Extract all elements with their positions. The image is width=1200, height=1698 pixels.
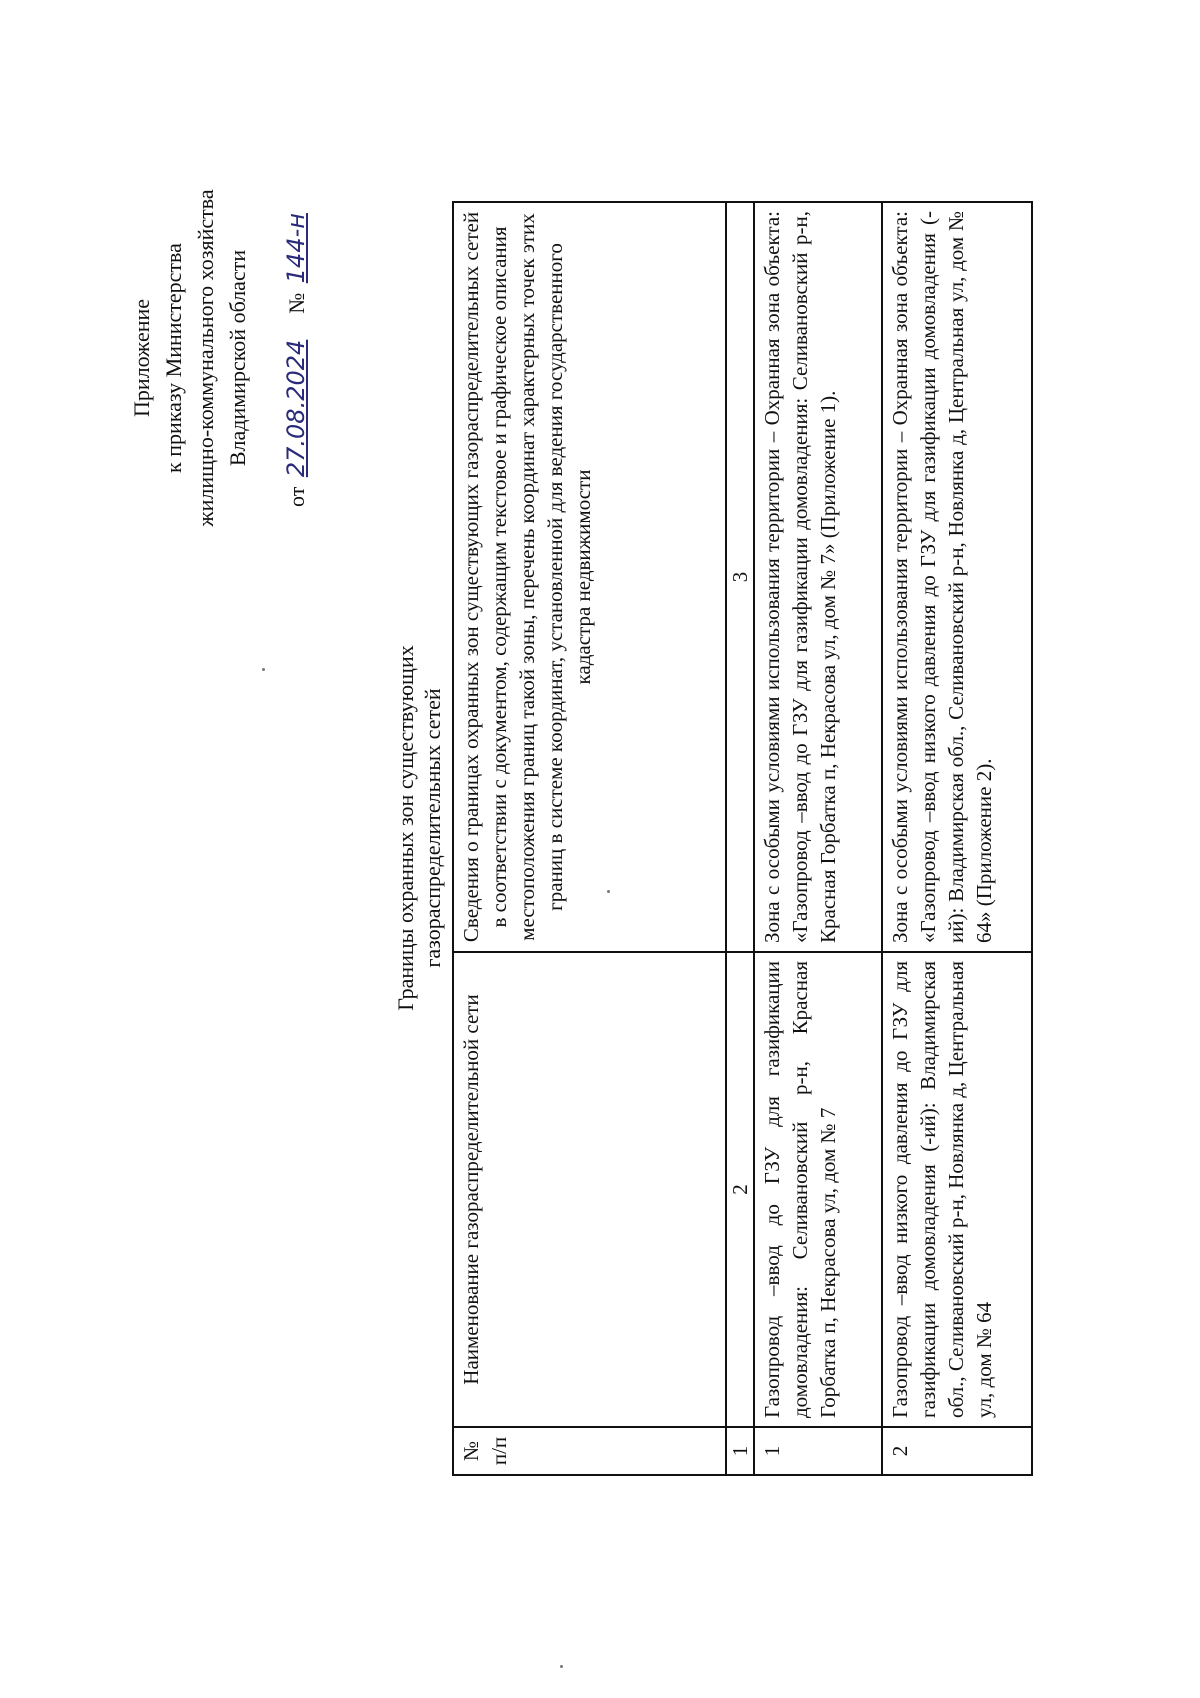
table-header-row	[453, 202, 726, 1475]
column-number-cell: 3	[726, 202, 754, 952]
scan-speck	[607, 890, 610, 893]
header-cell-number: № п/п	[453, 1427, 726, 1475]
number-prefix: №	[284, 292, 309, 314]
appendix-header	[126, 178, 313, 538]
scan-speck	[262, 668, 265, 671]
title-line-2: газораспределительных сетей	[420, 688, 445, 968]
header-cell-info: Сведения о границах охранных зон существующих газораспределительных сетей в соответствии с документом, содержащим текстовое и графическое описания местоположения границ такой зоны, перечень координат характерных точек этих границ в системе координат, установленной для ведения государственного кадастра недвижимости	[453, 202, 726, 952]
network-name-cell: Газопровод –ввод низкого давления до ГЗУ для газификации домовладения (-ий): Владимирская обл., Селивановский р-н, Новлянка д, Центральная ул, дом № 64	[882, 952, 1032, 1427]
header-line: Приложение	[129, 298, 154, 418]
row-number-cell: 2	[882, 1427, 1032, 1475]
document-title	[392, 478, 446, 1178]
column-number-cell: 1	[726, 1427, 754, 1475]
protection-zones-table	[452, 201, 1033, 1476]
header-line: жилищно-коммунального хозяйства	[193, 189, 218, 527]
network-name-cell: Газопровод –ввод до ГЗУ для газификации домовладения: Селивановский р-н, Красная Горбатка п, Некрасова ул, дом № 7	[754, 952, 882, 1427]
column-number-cell: 2	[726, 952, 754, 1427]
table-row	[882, 202, 1032, 1475]
handwritten-date: 27.08.2024	[282, 339, 310, 478]
scan-speck	[560, 1665, 563, 1668]
header-cell-name: Наименование газораспределительной сети	[453, 952, 726, 1427]
row-number-cell: 1	[754, 1427, 882, 1475]
order-date-number-line	[280, 178, 313, 538]
zone-info-cell: Зона с особыми условиями использования территории – Охранная зона объекта: «Газопровод –ввод до ГЗУ для газификации домовладения: Селивановский р-н, Красная Горбатка п, Некрасова ул, дом № 7» (Приложение 1).	[754, 202, 882, 952]
table-row	[754, 202, 882, 1475]
handwritten-number: 144-н	[282, 213, 310, 284]
date-prefix: от	[284, 486, 309, 507]
title-line-1: Границы охранных зон существующих	[393, 645, 418, 1011]
column-number-row	[726, 202, 754, 1475]
header-line: Владимирской области	[225, 249, 250, 467]
header-line: к приказу Министерства	[161, 243, 186, 473]
zone-info-cell: Зона с особыми условиями использования территории – Охранная зона объекта: «Газопровод –ввод низкого давления до ГЗУ для газификации домовладения (-ий): Владимирская обл., Селивановский р-н, Новлянка д, Центральная ул, дом № 64» (Приложение 2).	[882, 202, 1032, 952]
